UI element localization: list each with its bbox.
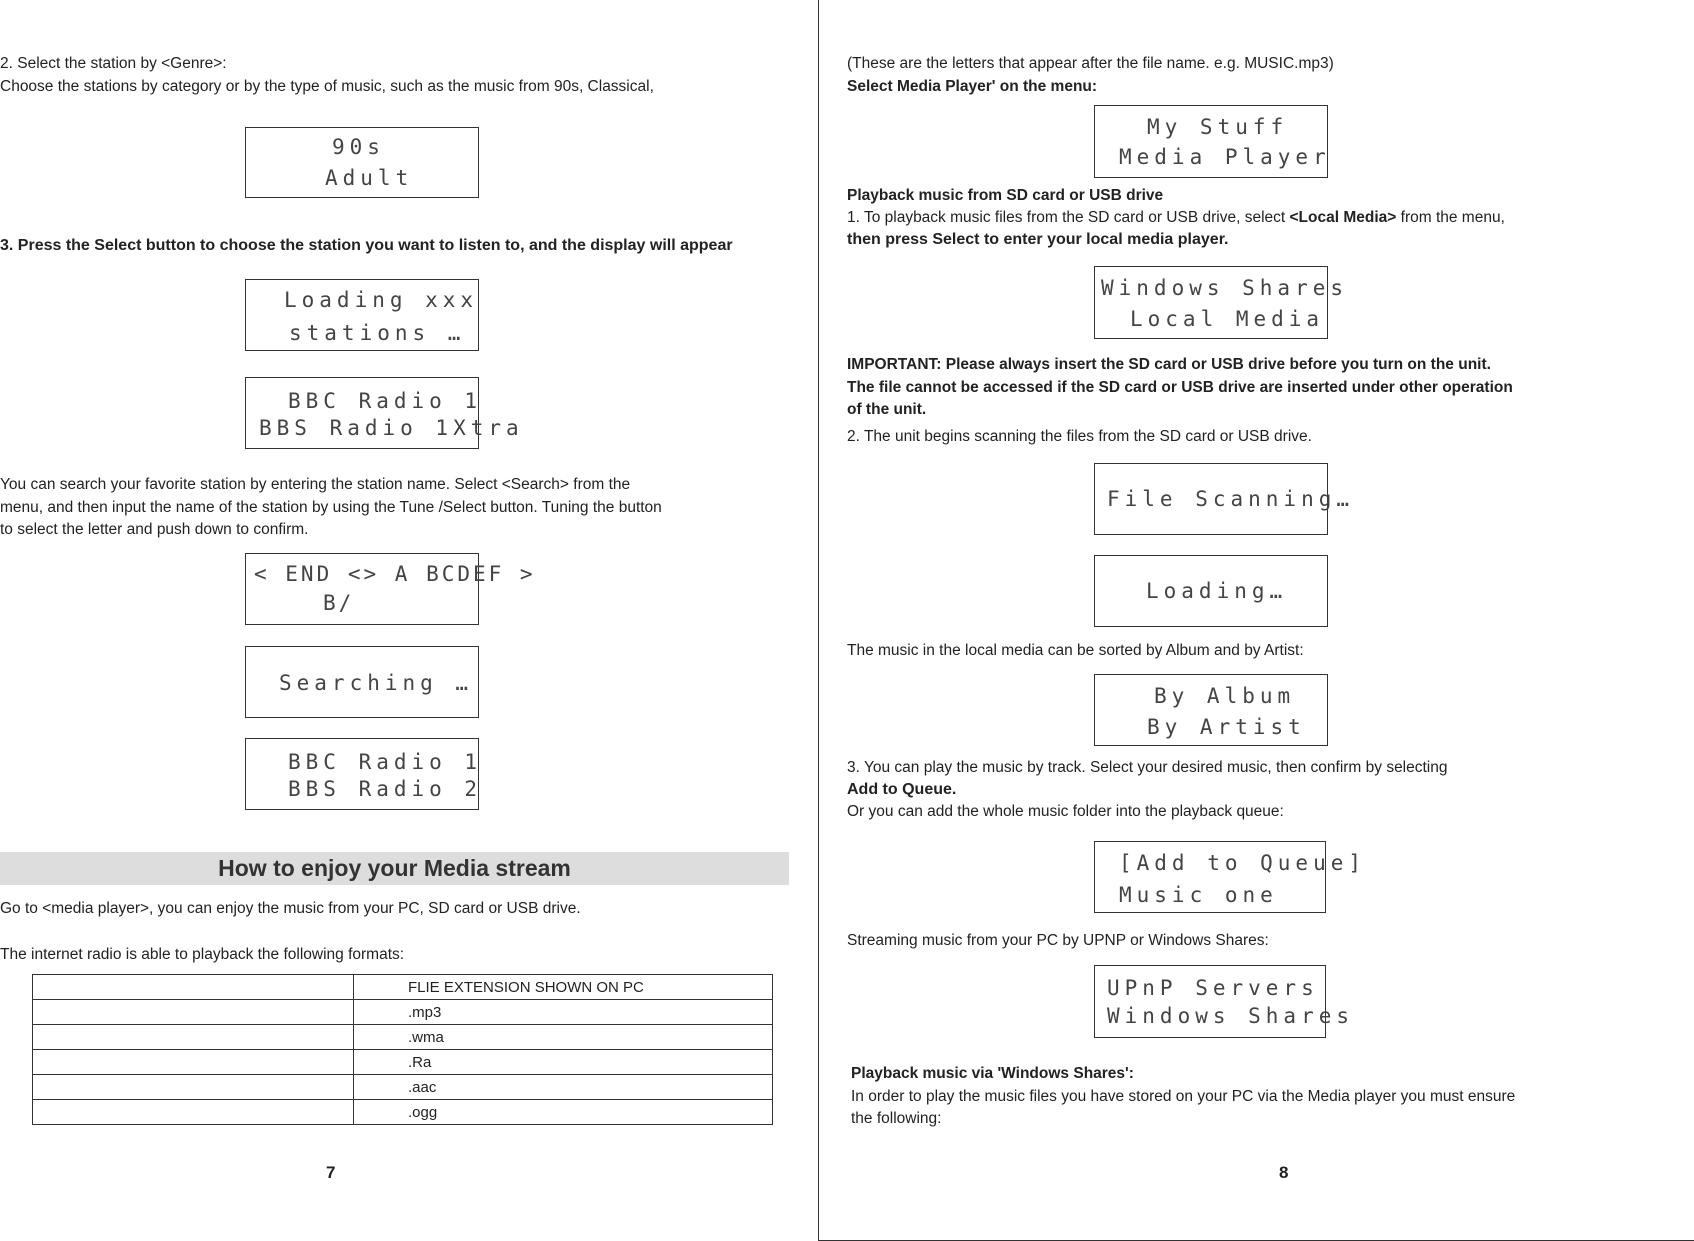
shares-text-line-2: the following: <box>851 1110 942 1127</box>
lcd-line-2: By Artist <box>1147 715 1306 739</box>
lcd-line-1: Windows Shares <box>1101 276 1349 300</box>
format-cell: .ogg <box>354 1100 773 1125</box>
lcd-line-1: File Scanning… <box>1107 487 1355 511</box>
select-media-player: Select Media Player' on the menu: <box>847 78 1098 95</box>
lcd-file-scanning <box>1094 463 1355 535</box>
lcd-line-2: BBS Radio 1Xtra <box>259 416 524 440</box>
sorted-text: The music in the local media can be sorted by Album and by Artist: <box>847 642 1304 659</box>
lcd-line-1: Loading… <box>1146 579 1288 603</box>
lcd-line-2: Local Media <box>1130 307 1325 331</box>
step2-text: Choose the stations by category or by the type of music, such as the music from 90s, Classical, <box>0 78 654 95</box>
table-header-row <box>33 975 773 1000</box>
important-line-1: IMPORTANT: Please always insert the SD card or USB drive before you turn on the unit. <box>847 356 1491 373</box>
lcd-bbc-radio-2 <box>245 738 483 810</box>
lcd-line-2: Media Player <box>1119 145 1331 169</box>
table-row <box>33 1050 773 1075</box>
lcd-bbc-radio-1xtra <box>245 377 524 449</box>
playback-heading: Playback music from SD card or USB drive <box>847 187 1164 204</box>
step2-scanning: 2. The unit begins scanning the files from the SD card or USB drive. <box>847 428 1312 445</box>
or-text: Or you can add the whole music folder into the playback queue: <box>847 803 1284 820</box>
lcd-line-1: By Album <box>1154 684 1296 708</box>
lcd-line-1: BBC Radio 1 <box>288 750 483 774</box>
format-cell: .mp3 <box>354 1000 773 1025</box>
lcd-loading-stations <box>245 279 479 351</box>
media-text: Go to <media player>, you can enjoy the music from your PC, SD card or USB drive. <box>0 900 581 917</box>
lcd-line-1: Searching … <box>279 671 474 695</box>
search-text-line-1: You can search your favorite station by entering the station name. Select <Search> from the <box>0 476 631 493</box>
important-line-3: of the unit. <box>847 401 927 418</box>
table-row <box>33 1000 773 1025</box>
lcd-line-1: UPnP Servers <box>1107 976 1319 1000</box>
letters-note: (These are the letters that appear after the file name. e.g. MUSIC.mp3) <box>847 55 1334 72</box>
page-number-left: 7 <box>326 1163 336 1182</box>
shares-text-line-1: In order to play the music files you have stored on your PC via the Media player you must ensure <box>851 1088 1516 1105</box>
add-to-queue-label: Add to Queue. <box>847 781 957 798</box>
lcd-line-1: < END <> A BCDEF > <box>254 562 536 586</box>
lcd-line-2: stations … <box>289 321 466 345</box>
page-divider <box>818 0 819 1241</box>
lcd-genre-display <box>245 127 479 198</box>
formats-table <box>32 974 773 1125</box>
playback-step1-post: from the menu, <box>1396 209 1505 226</box>
lcd-upnp-servers <box>1094 965 1355 1038</box>
search-text-line-2: menu, and then input the name of the station by using the Tune /Select button. Tuning the button <box>0 499 662 516</box>
lcd-line-2: Windows Shares <box>1107 1004 1355 1028</box>
format-cell: .wma <box>354 1025 773 1050</box>
search-text-line-3: to select the letter and push down to confirm. <box>0 521 309 538</box>
local-media-label: <Local Media> <box>1289 209 1397 226</box>
step3-text: 3. You can play the music by track. Select your desired music, then confirm by selecting <box>847 759 1448 776</box>
table-row <box>33 1075 773 1100</box>
lcd-line-2: Adult <box>325 166 414 190</box>
lcd-searching <box>245 646 479 718</box>
lcd-loading <box>1094 555 1328 627</box>
table-header: FLIE EXTENSION SHOWN ON PC <box>354 975 773 1000</box>
lcd-line-2: B/ <box>323 591 355 615</box>
playback-step1 <box>847 207 1505 229</box>
lcd-letter-entry <box>245 553 536 625</box>
lcd-my-stuff <box>1094 105 1331 178</box>
lcd-line-1: My Stuff <box>1147 115 1289 139</box>
lcd-line-1: BBC Radio 1 <box>288 389 483 413</box>
playback-step1-pre: 1. To playback music files from the SD card or USB drive, select <box>847 209 1290 226</box>
page-number-right: 8 <box>1279 1163 1289 1182</box>
table-row <box>33 1100 773 1125</box>
format-cell: .aac <box>354 1075 773 1100</box>
lcd-line-2: BBS Radio 2 <box>288 777 483 801</box>
lcd-line-1: Loading xxx <box>284 288 479 312</box>
streaming-text: Streaming music from your PC by UPNP or Windows Shares: <box>847 932 1269 949</box>
shares-heading: Playback music via 'Windows Shares': <box>851 1065 1134 1082</box>
important-line-2: The file cannot be accessed if the SD card or USB drive are inserted under other operation <box>847 379 1513 396</box>
lcd-line-2: Music one <box>1119 883 1278 907</box>
table-row <box>33 1025 773 1050</box>
lcd-windows-shares <box>1094 266 1349 339</box>
lcd-add-to-queue <box>1094 841 1367 913</box>
step2-heading: 2. Select the station by <Genre>: <box>0 55 227 72</box>
step3-heading: 3. Press the Select button to choose the station you want to listen to, and the display will appear <box>0 237 733 254</box>
section-title: How to enjoy your Media stream <box>0 852 789 885</box>
lcd-line-1: [Add to Queue] <box>1119 851 1367 875</box>
format-cell: .Ra <box>354 1050 773 1075</box>
lcd-album-artist <box>1094 674 1328 746</box>
formats-intro: The internet radio is able to playback the following formats: <box>0 946 405 963</box>
lcd-line-1: 90s <box>332 135 385 159</box>
playback-step1-line2: then press Select to enter your local media player. <box>847 231 1229 248</box>
